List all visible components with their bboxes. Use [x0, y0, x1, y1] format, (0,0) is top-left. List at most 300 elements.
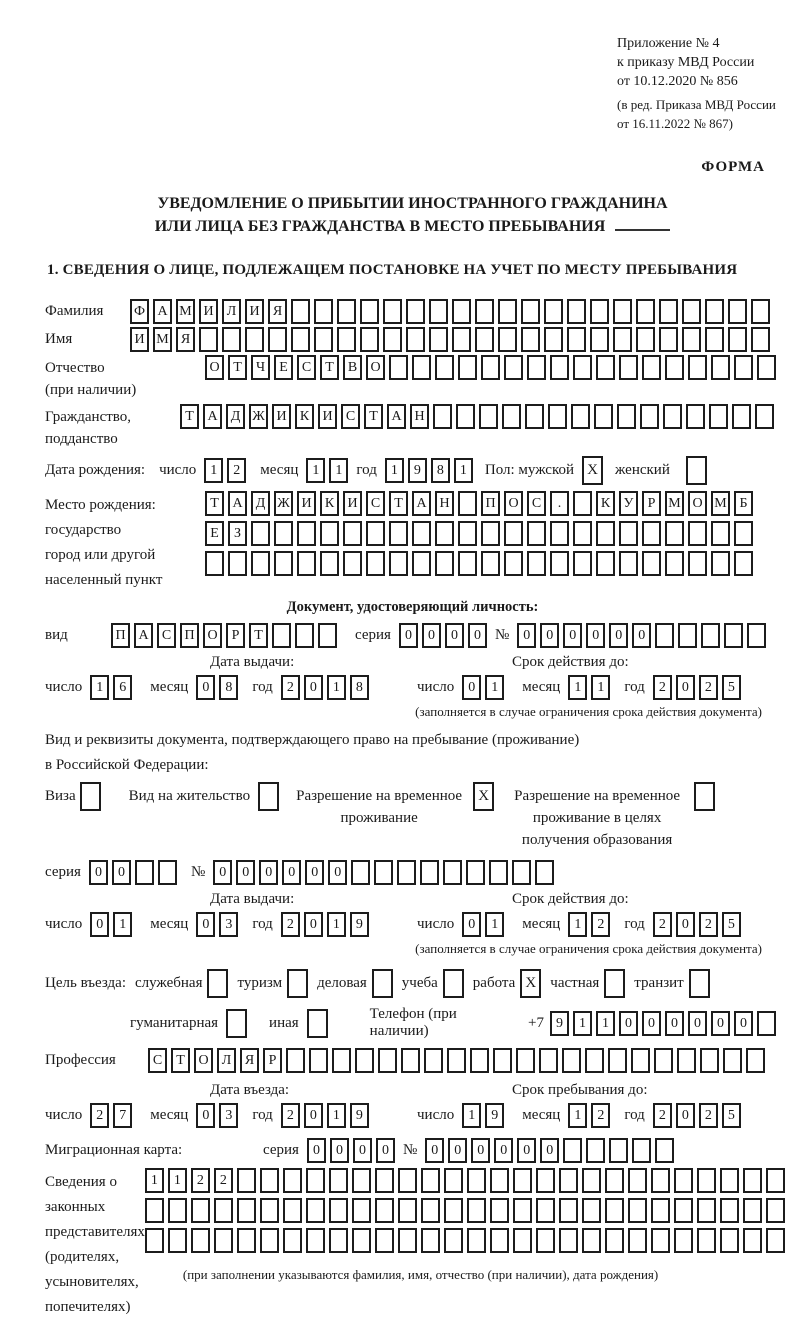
char-cell[interactable]: [360, 299, 379, 324]
female-checkbox[interactable]: [686, 456, 707, 485]
char-cell[interactable]: 1: [385, 458, 404, 483]
char-cell[interactable]: [398, 1228, 417, 1253]
char-cell[interactable]: [272, 623, 291, 648]
char-cell[interactable]: [214, 1198, 233, 1223]
char-cell[interactable]: [573, 355, 592, 380]
char-cell[interactable]: [504, 551, 523, 576]
purpose-private-checkbox[interactable]: [604, 969, 625, 998]
char-cell[interactable]: А: [134, 623, 153, 648]
char-cell[interactable]: [563, 1138, 582, 1163]
char-cell[interactable]: М: [711, 491, 730, 516]
char-cell[interactable]: 2: [653, 675, 672, 700]
char-cell[interactable]: 0: [494, 1138, 513, 1163]
char-cell[interactable]: 2: [591, 1103, 610, 1128]
char-cell[interactable]: [766, 1168, 785, 1193]
char-cell[interactable]: [283, 1168, 302, 1193]
char-cell[interactable]: 3: [219, 912, 238, 937]
birthplace-row-2[interactable]: [205, 521, 757, 546]
char-cell[interactable]: И: [343, 491, 362, 516]
char-cell[interactable]: Р: [226, 623, 245, 648]
char-cell[interactable]: [286, 1048, 305, 1073]
purpose-official-checkbox[interactable]: [207, 969, 228, 998]
char-cell[interactable]: 0: [676, 1103, 695, 1128]
char-cell[interactable]: 0: [462, 675, 481, 700]
char-cell[interactable]: А: [228, 491, 247, 516]
valid-month-cells[interactable]: [568, 675, 614, 700]
char-cell[interactable]: Я: [268, 299, 287, 324]
char-cell[interactable]: [360, 327, 379, 352]
char-cell[interactable]: 3: [219, 1103, 238, 1128]
char-cell[interactable]: [686, 456, 707, 485]
char-cell[interactable]: 0: [330, 1138, 349, 1163]
name-cells[interactable]: [130, 327, 774, 352]
char-cell[interactable]: 1: [329, 458, 348, 483]
char-cell[interactable]: [628, 1168, 647, 1193]
migcard-series-cells[interactable]: [307, 1138, 399, 1163]
char-cell[interactable]: Н: [435, 491, 454, 516]
char-cell[interactable]: 9: [485, 1103, 504, 1128]
char-cell[interactable]: [287, 969, 308, 998]
char-cell[interactable]: [590, 327, 609, 352]
char-cell[interactable]: [677, 1048, 696, 1073]
char-cell[interactable]: 2: [281, 912, 300, 937]
char-cell[interactable]: 1: [90, 675, 109, 700]
purpose-study-checkbox[interactable]: [443, 969, 464, 998]
char-cell[interactable]: П: [180, 623, 199, 648]
char-cell[interactable]: Е: [205, 521, 224, 546]
char-cell[interactable]: 1: [568, 675, 587, 700]
char-cell[interactable]: [536, 1168, 555, 1193]
char-cell[interactable]: [237, 1168, 256, 1193]
char-cell[interactable]: Т: [389, 491, 408, 516]
char-cell[interactable]: [452, 327, 471, 352]
birthdate-year-cells[interactable]: [385, 458, 477, 483]
char-cell[interactable]: А: [153, 299, 172, 324]
char-cell[interactable]: 6: [113, 675, 132, 700]
char-cell[interactable]: М: [153, 327, 172, 352]
char-cell[interactable]: [375, 1198, 394, 1223]
char-cell[interactable]: [674, 1228, 693, 1253]
char-cell[interactable]: [429, 327, 448, 352]
char-cell[interactable]: 5: [722, 1103, 741, 1128]
char-cell[interactable]: [226, 1009, 247, 1038]
char-cell[interactable]: [659, 299, 678, 324]
char-cell[interactable]: [351, 860, 370, 885]
char-cell[interactable]: [412, 521, 431, 546]
char-cell[interactable]: [295, 623, 314, 648]
char-cell[interactable]: [80, 782, 101, 811]
char-cell[interactable]: [406, 299, 425, 324]
char-cell[interactable]: 2: [699, 675, 718, 700]
char-cell[interactable]: 0: [307, 1138, 326, 1163]
char-cell[interactable]: [168, 1198, 187, 1223]
char-cell[interactable]: [682, 327, 701, 352]
char-cell[interactable]: 2: [281, 1103, 300, 1128]
char-cell[interactable]: [207, 969, 228, 998]
char-cell[interactable]: И: [318, 404, 337, 429]
char-cell[interactable]: [571, 404, 590, 429]
char-cell[interactable]: [550, 521, 569, 546]
char-cell[interactable]: 2: [281, 675, 300, 700]
char-cell[interactable]: [642, 355, 661, 380]
char-cell[interactable]: [343, 521, 362, 546]
char-cell[interactable]: [205, 551, 224, 576]
char-cell[interactable]: [490, 1168, 509, 1193]
char-cell[interactable]: [398, 1198, 417, 1223]
char-cell[interactable]: 0: [462, 912, 481, 937]
char-cell[interactable]: С: [527, 491, 546, 516]
char-cell[interactable]: 0: [445, 623, 464, 648]
char-cell[interactable]: 0: [642, 1011, 661, 1036]
char-cell[interactable]: 1: [204, 458, 223, 483]
res-issue-month-cells[interactable]: [196, 912, 242, 937]
char-cell[interactable]: 0: [304, 1103, 323, 1128]
char-cell[interactable]: 0: [282, 860, 301, 885]
char-cell[interactable]: [424, 1048, 443, 1073]
char-cell[interactable]: [145, 1198, 164, 1223]
char-cell[interactable]: 0: [196, 675, 215, 700]
surname-cells[interactable]: [130, 299, 774, 324]
char-cell[interactable]: [444, 1168, 463, 1193]
char-cell[interactable]: [447, 1048, 466, 1073]
char-cell[interactable]: [665, 521, 684, 546]
char-cell[interactable]: [550, 355, 569, 380]
char-cell[interactable]: [306, 1228, 325, 1253]
char-cell[interactable]: И: [272, 404, 291, 429]
char-cell[interactable]: [199, 327, 218, 352]
char-cell[interactable]: И: [245, 299, 264, 324]
char-cell[interactable]: А: [412, 491, 431, 516]
char-cell[interactable]: [734, 355, 753, 380]
char-cell[interactable]: [521, 299, 540, 324]
char-cell[interactable]: [688, 521, 707, 546]
char-cell[interactable]: 0: [619, 1011, 638, 1036]
char-cell[interactable]: 2: [591, 912, 610, 937]
char-cell[interactable]: Б: [734, 491, 753, 516]
char-cell[interactable]: X: [582, 456, 603, 485]
char-cell[interactable]: И: [130, 327, 149, 352]
char-cell[interactable]: [655, 623, 674, 648]
char-cell[interactable]: 0: [676, 912, 695, 937]
char-cell[interactable]: Ж: [249, 404, 268, 429]
char-cell[interactable]: [596, 521, 615, 546]
char-cell[interactable]: [665, 355, 684, 380]
char-cell[interactable]: [682, 299, 701, 324]
char-cell[interactable]: [605, 1198, 624, 1223]
char-cell[interactable]: Р: [263, 1048, 282, 1073]
char-cell[interactable]: [443, 860, 462, 885]
residence-permit-checkbox[interactable]: [258, 782, 279, 811]
char-cell[interactable]: [366, 551, 385, 576]
char-cell[interactable]: У: [619, 491, 638, 516]
char-cell[interactable]: 2: [699, 912, 718, 937]
char-cell[interactable]: П: [481, 491, 500, 516]
char-cell[interactable]: [420, 860, 439, 885]
char-cell[interactable]: [766, 1198, 785, 1223]
stay-month-cells[interactable]: [568, 1103, 614, 1128]
char-cell[interactable]: О: [203, 623, 222, 648]
char-cell[interactable]: [686, 404, 705, 429]
char-cell[interactable]: 0: [517, 623, 536, 648]
char-cell[interactable]: [458, 491, 477, 516]
char-cell[interactable]: [688, 355, 707, 380]
char-cell[interactable]: [757, 1011, 776, 1036]
char-cell[interactable]: [466, 860, 485, 885]
char-cell[interactable]: 0: [517, 1138, 536, 1163]
char-cell[interactable]: [617, 404, 636, 429]
char-cell[interactable]: [536, 1228, 555, 1253]
char-cell[interactable]: [608, 1048, 627, 1073]
char-cell[interactable]: [559, 1228, 578, 1253]
char-cell[interactable]: [389, 521, 408, 546]
doc-kind-cells[interactable]: [111, 623, 341, 648]
char-cell[interactable]: [389, 551, 408, 576]
char-cell[interactable]: [467, 1168, 486, 1193]
char-cell[interactable]: [613, 299, 632, 324]
char-cell[interactable]: [705, 327, 724, 352]
char-cell[interactable]: 0: [632, 623, 651, 648]
char-cell[interactable]: [678, 623, 697, 648]
purpose-transit-checkbox[interactable]: [689, 969, 710, 998]
purpose-tourism-checkbox[interactable]: [287, 969, 308, 998]
char-cell[interactable]: 0: [89, 860, 108, 885]
char-cell[interactable]: [585, 1048, 604, 1073]
char-cell[interactable]: [689, 969, 710, 998]
char-cell[interactable]: [516, 1048, 535, 1073]
char-cell[interactable]: Т: [320, 355, 339, 380]
char-cell[interactable]: [562, 1048, 581, 1073]
male-checkbox[interactable]: [582, 456, 603, 485]
char-cell[interactable]: [260, 1198, 279, 1223]
char-cell[interactable]: 1: [485, 912, 504, 937]
char-cell[interactable]: 1: [462, 1103, 481, 1128]
char-cell[interactable]: Н: [410, 404, 429, 429]
char-cell[interactable]: [318, 623, 337, 648]
char-cell[interactable]: [665, 551, 684, 576]
char-cell[interactable]: [258, 782, 279, 811]
temp-residence-edu-checkbox[interactable]: [694, 782, 715, 811]
char-cell[interactable]: [435, 355, 454, 380]
char-cell[interactable]: 1: [306, 458, 325, 483]
char-cell[interactable]: О: [194, 1048, 213, 1073]
char-cell[interactable]: [651, 1168, 670, 1193]
char-cell[interactable]: [467, 1198, 486, 1223]
char-cell[interactable]: X: [473, 782, 494, 811]
char-cell[interactable]: 0: [540, 1138, 559, 1163]
char-cell[interactable]: 0: [196, 912, 215, 937]
char-cell[interactable]: 0: [422, 623, 441, 648]
char-cell[interactable]: [458, 521, 477, 546]
char-cell[interactable]: [355, 1048, 374, 1073]
char-cell[interactable]: [145, 1228, 164, 1253]
char-cell[interactable]: [433, 404, 452, 429]
char-cell[interactable]: А: [203, 404, 222, 429]
char-cell[interactable]: 2: [214, 1168, 233, 1193]
char-cell[interactable]: [297, 521, 316, 546]
char-cell[interactable]: [412, 551, 431, 576]
char-cell[interactable]: [260, 1168, 279, 1193]
res-series-cells[interactable]: [89, 860, 181, 885]
char-cell[interactable]: [567, 327, 586, 352]
char-cell[interactable]: [705, 299, 724, 324]
char-cell[interactable]: [709, 404, 728, 429]
char-cell[interactable]: [435, 521, 454, 546]
char-cell[interactable]: [268, 327, 287, 352]
char-cell[interactable]: [490, 1198, 509, 1223]
char-cell[interactable]: [191, 1198, 210, 1223]
char-cell[interactable]: Т: [228, 355, 247, 380]
doc-series-cells[interactable]: [399, 623, 491, 648]
char-cell[interactable]: 1: [327, 675, 346, 700]
char-cell[interactable]: С: [297, 355, 316, 380]
char-cell[interactable]: И: [199, 299, 218, 324]
char-cell[interactable]: [337, 327, 356, 352]
char-cell[interactable]: [755, 404, 774, 429]
char-cell[interactable]: А: [387, 404, 406, 429]
char-cell[interactable]: 0: [305, 860, 324, 885]
char-cell[interactable]: [397, 860, 416, 885]
char-cell[interactable]: [527, 551, 546, 576]
char-cell[interactable]: Л: [222, 299, 241, 324]
char-cell[interactable]: [245, 327, 264, 352]
char-cell[interactable]: [619, 521, 638, 546]
char-cell[interactable]: [228, 551, 247, 576]
char-cell[interactable]: [743, 1198, 762, 1223]
temp-residence-checkbox[interactable]: [473, 782, 494, 811]
char-cell[interactable]: [314, 299, 333, 324]
char-cell[interactable]: [605, 1228, 624, 1253]
char-cell[interactable]: О: [504, 491, 523, 516]
char-cell[interactable]: 1: [591, 675, 610, 700]
char-cell[interactable]: [383, 299, 402, 324]
char-cell[interactable]: [412, 355, 431, 380]
char-cell[interactable]: [711, 355, 730, 380]
char-cell[interactable]: Ч: [251, 355, 270, 380]
char-cell[interactable]: 8: [219, 675, 238, 700]
char-cell[interactable]: [168, 1228, 187, 1253]
char-cell[interactable]: [352, 1168, 371, 1193]
char-cell[interactable]: 0: [688, 1011, 707, 1036]
char-cell[interactable]: [636, 327, 655, 352]
char-cell[interactable]: [251, 521, 270, 546]
char-cell[interactable]: [766, 1228, 785, 1253]
char-cell[interactable]: [375, 1168, 394, 1193]
purpose-work-checkbox[interactable]: [520, 969, 541, 998]
char-cell[interactable]: [504, 355, 523, 380]
char-cell[interactable]: [544, 327, 563, 352]
char-cell[interactable]: Л: [217, 1048, 236, 1073]
char-cell[interactable]: 1: [327, 912, 346, 937]
char-cell[interactable]: [475, 327, 494, 352]
char-cell[interactable]: 0: [328, 860, 347, 885]
char-cell[interactable]: 1: [568, 1103, 587, 1128]
char-cell[interactable]: 1: [485, 675, 504, 700]
char-cell[interactable]: [429, 299, 448, 324]
char-cell[interactable]: [655, 1138, 674, 1163]
char-cell[interactable]: [527, 355, 546, 380]
char-cell[interactable]: .: [550, 491, 569, 516]
char-cell[interactable]: [378, 1048, 397, 1073]
char-cell[interactable]: [521, 327, 540, 352]
char-cell[interactable]: [567, 299, 586, 324]
char-cell[interactable]: 9: [350, 912, 369, 937]
char-cell[interactable]: [337, 299, 356, 324]
phone-cells[interactable]: [550, 1011, 780, 1036]
char-cell[interactable]: [401, 1048, 420, 1073]
char-cell[interactable]: 0: [196, 1103, 215, 1128]
char-cell[interactable]: [481, 355, 500, 380]
char-cell[interactable]: [320, 551, 339, 576]
char-cell[interactable]: [421, 1168, 440, 1193]
char-cell[interactable]: [490, 1228, 509, 1253]
char-cell[interactable]: [222, 327, 241, 352]
char-cell[interactable]: 8: [431, 458, 450, 483]
char-cell[interactable]: 0: [468, 623, 487, 648]
migcard-number-cells[interactable]: [425, 1138, 678, 1163]
char-cell[interactable]: [619, 551, 638, 576]
res-valid-year-cells[interactable]: [653, 912, 745, 937]
char-cell[interactable]: [372, 969, 393, 998]
char-cell[interactable]: [489, 860, 508, 885]
char-cell[interactable]: [352, 1198, 371, 1223]
char-cell[interactable]: [306, 1198, 325, 1223]
res-number-cells[interactable]: [213, 860, 558, 885]
char-cell[interactable]: [628, 1198, 647, 1223]
char-cell[interactable]: 0: [425, 1138, 444, 1163]
char-cell[interactable]: [659, 327, 678, 352]
char-cell[interactable]: [291, 327, 310, 352]
char-cell[interactable]: [443, 969, 464, 998]
char-cell[interactable]: 9: [350, 1103, 369, 1128]
char-cell[interactable]: К: [596, 491, 615, 516]
char-cell[interactable]: 0: [304, 675, 323, 700]
char-cell[interactable]: [700, 1048, 719, 1073]
char-cell[interactable]: [550, 551, 569, 576]
patronymic-cells[interactable]: [205, 355, 780, 380]
char-cell[interactable]: [467, 1228, 486, 1253]
char-cell[interactable]: [711, 521, 730, 546]
char-cell[interactable]: [544, 299, 563, 324]
char-cell[interactable]: 0: [112, 860, 131, 885]
char-cell[interactable]: [628, 1228, 647, 1253]
birthdate-month-cells[interactable]: [306, 458, 352, 483]
char-cell[interactable]: X: [520, 969, 541, 998]
char-cell[interactable]: [724, 623, 743, 648]
char-cell[interactable]: [320, 521, 339, 546]
char-cell[interactable]: 0: [304, 912, 323, 937]
char-cell[interactable]: [329, 1168, 348, 1193]
char-cell[interactable]: 2: [227, 458, 246, 483]
char-cell[interactable]: [389, 355, 408, 380]
char-cell[interactable]: [640, 404, 659, 429]
char-cell[interactable]: 1: [568, 912, 587, 937]
char-cell[interactable]: [711, 551, 730, 576]
purpose-business-checkbox[interactable]: [372, 969, 393, 998]
char-cell[interactable]: Я: [240, 1048, 259, 1073]
char-cell[interactable]: [663, 404, 682, 429]
legalreps-row-3[interactable]: [145, 1228, 789, 1253]
char-cell[interactable]: 2: [653, 1103, 672, 1128]
char-cell[interactable]: [375, 1228, 394, 1253]
char-cell[interactable]: [444, 1228, 463, 1253]
char-cell[interactable]: [596, 355, 615, 380]
char-cell[interactable]: 0: [471, 1138, 490, 1163]
char-cell[interactable]: С: [157, 623, 176, 648]
char-cell[interactable]: М: [665, 491, 684, 516]
char-cell[interactable]: [435, 551, 454, 576]
char-cell[interactable]: [329, 1228, 348, 1253]
char-cell[interactable]: 9: [550, 1011, 569, 1036]
